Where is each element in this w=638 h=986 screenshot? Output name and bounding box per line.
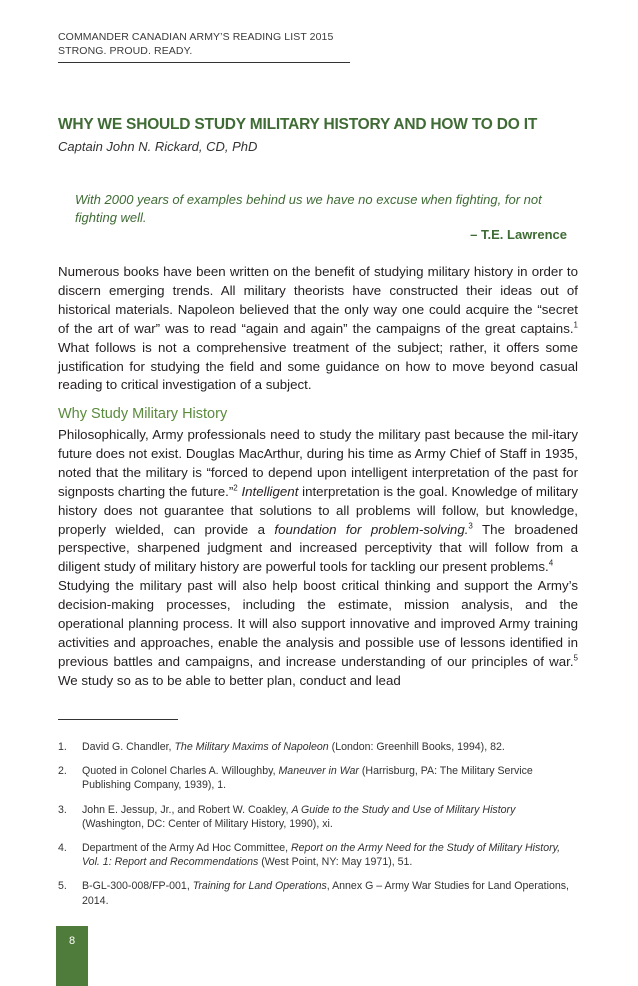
footnote-text: B-GL-300-008/FP-001, Training for Land Operations, Annex G – Army War Studies for Land Operations, 2014. xyxy=(82,880,569,907)
footnote xyxy=(58,803,578,831)
footnote-number: 3. xyxy=(58,803,67,816)
footnote-ref: 1 xyxy=(573,320,578,330)
body-paragraph-1 xyxy=(58,263,578,395)
paragraph-text: We study so as to be able to better plan, conduct and lead xyxy=(58,672,401,688)
body-paragraph-3 xyxy=(58,577,578,690)
footnote-number: 2. xyxy=(58,765,67,778)
paragraph-text: What follows is not a comprehensive treatment of the subject; rather, it offers some justification for studying the field and some guidance on how to move beyond casual reading to critical investigation of a subject. xyxy=(58,339,578,393)
emphasis-text: foundation for problem-solving. xyxy=(274,521,469,537)
article-author: Captain John N. Rickard, CD, PhD xyxy=(58,139,258,154)
footnote-text: Quoted in Colonel Charles A. Willoughby, Maneuver in War (Harrisburg, PA: The Military Service Publishing Company, 1939), 1. xyxy=(82,765,533,792)
footnote-ref: 5 xyxy=(573,653,578,663)
footnote-number: 5. xyxy=(58,880,67,893)
footnote xyxy=(58,740,578,754)
emphasis-text: Intelligent xyxy=(241,483,299,499)
footnote xyxy=(58,841,578,869)
paragraph-text: Numerous books have been written on the benefit of studying military history in order to discern emerging trends. All military theorists have constructed their ideas out of historical materials. Napoleon believed that the only way one could acquire the “secret of the art of war” was to read “again and again” the campaigns of the great captains. xyxy=(58,264,578,336)
epigraph xyxy=(75,191,567,244)
epigraph-text: With 2000 years of examples behind us we have no excuse when fighting, for not fighting well. xyxy=(75,192,542,225)
footnote-divider xyxy=(58,719,178,720)
footnotes xyxy=(58,740,578,918)
paragraph-text: Studying the military past will also help boost critical thinking and support the Army’s decision-making processes, including the estimate, mission analysis, and the operational planning process. It will also support innovative and improved Army training activities and approaches, enable the analysis and possible use of lessons identified in previous battles and campaigns, and increase understanding of our principles of war. xyxy=(58,578,578,669)
footnote-ref: 4 xyxy=(548,558,554,568)
footnote-ref: 2 xyxy=(233,483,238,493)
paragraph-text: interpretation is the goal. Knowledge of military history does not guarantee that solutions to all problems will follow, but knowledge, properly wielded, can provide a xyxy=(58,483,579,537)
body-paragraph-2 xyxy=(58,426,578,577)
footnote-ref: 3 xyxy=(468,521,473,531)
footnote-text: John E. Jessup, Jr., and Robert W. Coakley, A Guide to the Study and Use of Military History (Washington, DC: Center of Military History, 1990), xi. xyxy=(82,803,516,830)
header-motto: STRONG. PROUD. READY. xyxy=(58,45,193,57)
page-number-tab xyxy=(56,926,88,986)
header-series-title: COMMANDER CANADIAN ARMY’S READING LIST 2015 xyxy=(58,31,334,43)
header-divider xyxy=(58,62,350,63)
section-heading: Why Study Military History xyxy=(58,406,228,422)
paragraph-text: The broadened perspective, sharpened judgment and increased perceptivity that will follow from a diligent study of military history are powerful tools for tackling our present problems. xyxy=(58,521,578,575)
running-header xyxy=(58,30,350,63)
paragraph-text: Philosophically, Army professionals need to study the military past because the mil-itary future does not exist. Douglas MacArthur, during his time as Army Chief of Staff in 1935, noted that the military is “forced to depend upon intelligent interpretation of the past for signposts charting the future.” xyxy=(58,427,578,499)
footnote xyxy=(58,879,578,907)
footnote-number: 4. xyxy=(58,842,67,855)
epigraph-attribution: – T.E. Lawrence xyxy=(470,227,567,242)
article-title: WHY WE SHOULD STUDY MILITARY HISTORY AND HOW TO DO IT xyxy=(58,116,538,133)
page-number: 8 xyxy=(68,935,76,947)
footnote xyxy=(58,764,578,792)
footnote-text: David G. Chandler, The Military Maxims of Napoleon (London: Greenhill Books, 1994), 82. xyxy=(82,741,505,753)
footnote-number: 1. xyxy=(58,741,67,753)
footnote-text: Department of the Army Ad Hoc Committee, Report on the Army Need for the Study of Military History, Vol. 1: Report and Recommendations (West Point, NY: May 1971), 51. xyxy=(82,842,561,869)
